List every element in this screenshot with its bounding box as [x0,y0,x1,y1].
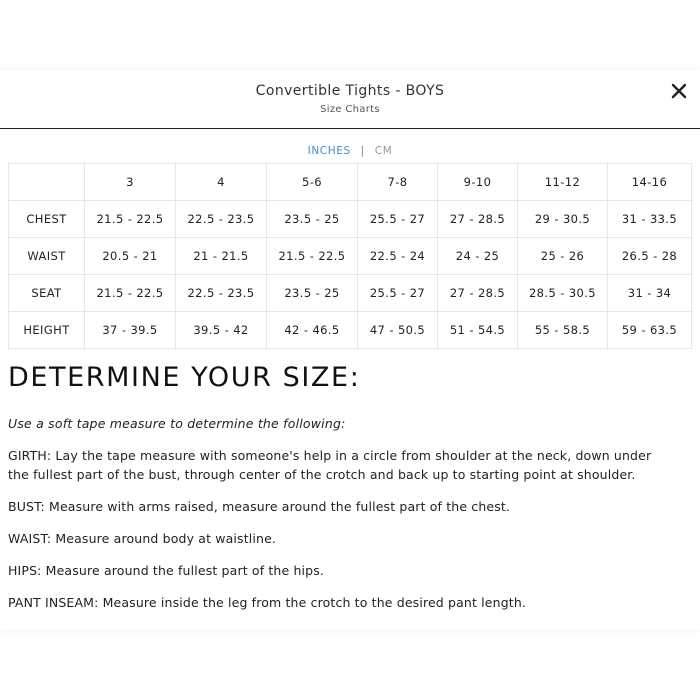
table-cell: 27 - 28.5 [438,275,518,312]
table-row [9,275,692,312]
measure-intro: Use a soft tape measure to determine the following: [8,416,346,431]
table-cell: 47 - 50.5 [358,312,438,349]
table-cell: 31 - 34 [608,275,692,312]
table-cell: 20.5 - 21 [85,238,176,275]
table-cell: 29 - 30.5 [518,201,608,238]
table-cell: 26.5 - 28 [608,238,692,275]
header-cell: 3 [85,164,176,201]
row-label: CHEST [9,201,85,238]
table-cell: 42 - 46.5 [267,312,358,349]
unit-inches-button[interactable]: INCHES [307,145,351,157]
table-cell: 51 - 54.5 [438,312,518,349]
header-cell [9,164,85,201]
girth-instruction: GIRTH: Lay the tape measure with someone's help in a circle from shoulder at the neck, down under the fullest part of the bust, through center of the crotch and back up to starting point at shoulder. [8,448,652,482]
table-cell: 23.5 - 25 [267,275,358,312]
modal-header [0,70,700,129]
table-row [9,238,692,275]
table-cell: 21.5 - 22.5 [85,275,176,312]
close-icon[interactable] [670,82,688,100]
row-label: WAIST [9,238,85,275]
hips-instruction: HIPS: Measure around the fullest part of the hips. [8,563,325,578]
table-cell: 55 - 58.5 [518,312,608,349]
unit-toggle [0,145,700,157]
size-table [8,163,692,349]
modal-subtitle: Size Charts [320,104,380,115]
table-cell: 23.5 - 25 [267,201,358,238]
header-cell: 14-16 [608,164,692,201]
table-cell: 28.5 - 30.5 [518,275,608,312]
table-cell: 25.5 - 27 [358,201,438,238]
row-label: SEAT [9,275,85,312]
header-cell: 9-10 [438,164,518,201]
size-chart-modal [0,70,700,630]
row-label: HEIGHT [9,312,85,349]
table-cell: 39.5 - 42 [176,312,267,349]
table-cell: 37 - 39.5 [85,312,176,349]
table-row [9,201,692,238]
unit-cm-button[interactable]: CM [374,145,393,157]
header-cell: 11-12 [518,164,608,201]
modal-title: Convertible Tights - BOYS [255,83,445,99]
waist-instruction: WAIST: Measure around body at waistline. [8,531,277,546]
header-cell: 4 [176,164,267,201]
bust-instruction: BUST: Measure with arms raised, measure around the fullest part of the chest. [8,499,511,514]
table-cell: 25.5 - 27 [358,275,438,312]
unit-separator: | [360,145,365,157]
table-cell: 22.5 - 24 [358,238,438,275]
table-cell: 25 - 26 [518,238,608,275]
table-cell: 24 - 25 [438,238,518,275]
table-cell: 21.5 - 22.5 [85,201,176,238]
table-cell: 59 - 63.5 [608,312,692,349]
table-header-row [9,164,692,201]
table-cell: 22.5 - 23.5 [176,275,267,312]
table-row [9,312,692,349]
header-cell: 5-6 [267,164,358,201]
header-cell: 7-8 [358,164,438,201]
inseam-instruction: PANT INSEAM: Measure inside the leg from the crotch to the desired pant length. [8,595,527,610]
table-cell: 27 - 28.5 [438,201,518,238]
table-cell: 21.5 - 22.5 [267,238,358,275]
table-cell: 31 - 33.5 [608,201,692,238]
table-cell: 21 - 21.5 [176,238,267,275]
table-cell: 22.5 - 23.5 [176,201,267,238]
determine-size-heading: DETERMINE YOUR SIZE: [8,362,361,393]
